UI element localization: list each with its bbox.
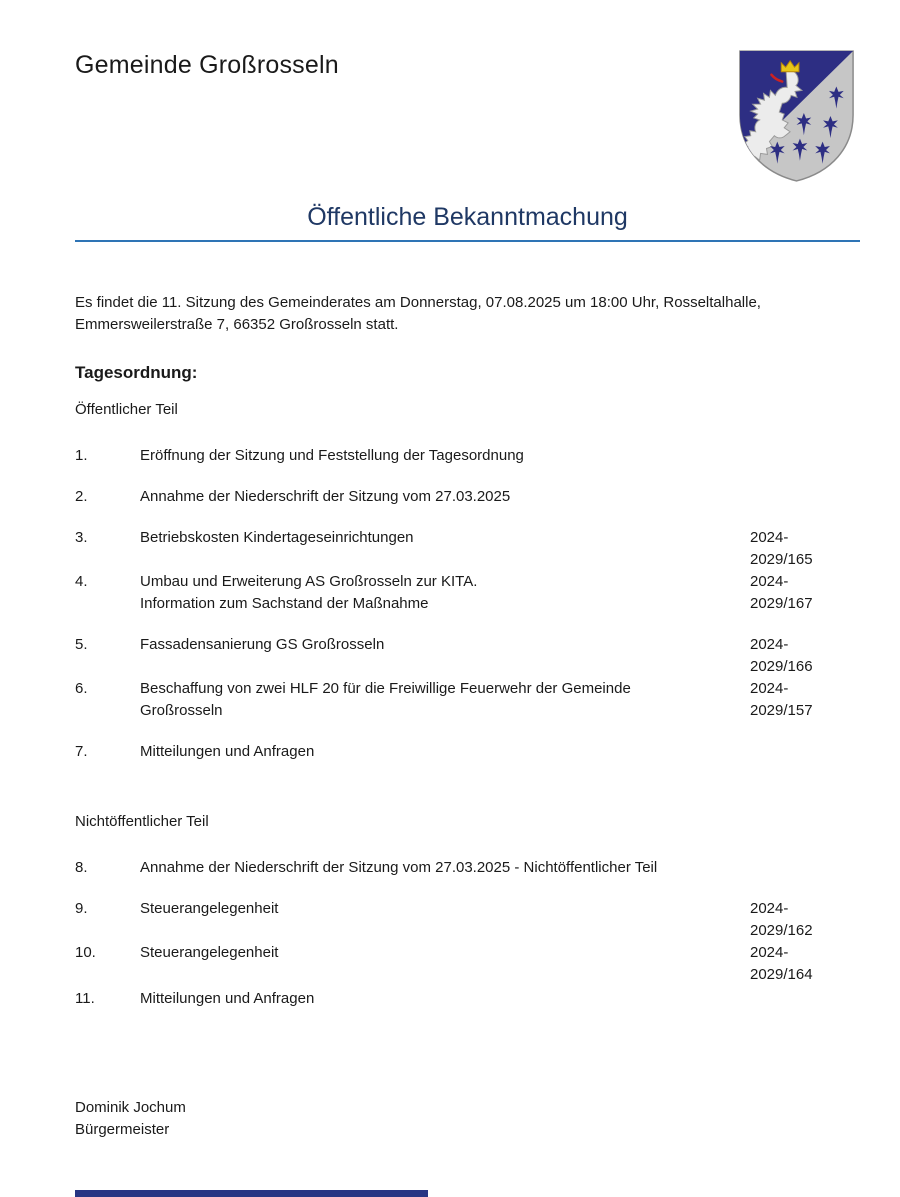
item-text: Großrosseln (140, 702, 223, 719)
page-title: Öffentliche Bekanntmachung (75, 200, 860, 242)
agenda-item-8 (75, 857, 860, 879)
agenda-item-11 (75, 988, 860, 1010)
item-number: 10. (75, 944, 96, 961)
signature-name: Dominik Jochum (75, 1099, 186, 1116)
agenda-heading: Tagesordnung: (75, 363, 198, 382)
agenda-item-10 (75, 942, 860, 986)
item-text: Fassadensanierung GS Großrosseln (140, 636, 385, 653)
agenda-item-6 (75, 678, 860, 722)
intro-paragraph (75, 292, 860, 336)
intro-line: Emmersweilerstraße 7, 66352 Großrosseln statt. (75, 316, 399, 333)
section-label-public: Öffentlicher Teil (75, 401, 178, 418)
item-text: Mitteilungen und Anfragen (140, 990, 315, 1007)
item-text: Information zum Sachstand der Maßnahme (140, 595, 429, 612)
item-number: 8. (75, 859, 88, 876)
item-text: Beschaffung von zwei HLF 20 für die Freiwillige Feuerwehr der Gemeinde (140, 680, 631, 697)
item-ref: 2024- 2029/157 (750, 680, 813, 719)
item-text: Steuerangelegenheit (140, 900, 279, 917)
item-ref: 2024- 2029/164 (750, 944, 813, 983)
agenda-item-3 (75, 527, 860, 571)
item-text: Steuerangelegenheit (140, 944, 279, 961)
footer-bar (75, 1190, 428, 1197)
intro-line: Es findet die 11. Sitzung des Gemeinderates am Donnerstag, 07.08.2025 um 18:00 Uhr, Rosseltalhalle, (75, 294, 761, 311)
agenda-item-1 (75, 445, 860, 467)
item-text: Eröffnung der Sitzung und Feststellung der Tagesordnung (140, 447, 524, 464)
item-ref: 2024- 2029/162 (750, 900, 813, 939)
item-text: Annahme der Niederschrift der Sitzung vom 27.03.2025 - Nichtöffentlicher Teil (140, 859, 658, 876)
item-text: Annahme der Niederschrift der Sitzung vom 27.03.2025 (140, 488, 511, 505)
item-number: 1. (75, 447, 88, 464)
item-ref: 2024- 2029/165 (750, 529, 813, 568)
item-text: Betriebskosten Kindertageseinrichtungen (140, 529, 414, 546)
item-number: 7. (75, 743, 88, 760)
agenda-item-7 (75, 741, 860, 763)
agenda-item-4 (75, 571, 860, 615)
agenda-item-5 (75, 634, 860, 678)
signature-block (75, 1097, 860, 1141)
item-ref: 2024- 2029/167 (750, 573, 813, 612)
org-name: Gemeinde Großrosseln (75, 51, 339, 79)
item-text: Mitteilungen und Anfragen (140, 743, 315, 760)
item-number: 3. (75, 529, 88, 546)
coat-of-arms-icon (735, 45, 858, 187)
item-number: 5. (75, 636, 88, 653)
item-ref: 2024- 2029/166 (750, 636, 813, 675)
item-number: 11. (75, 990, 95, 1007)
page-content (75, 0, 860, 1141)
item-number: 9. (75, 900, 88, 917)
signature-role: Bürgermeister (75, 1121, 170, 1138)
item-number: 2. (75, 488, 88, 505)
section-label-nonpublic: Nichtöffentlicher Teil (75, 813, 209, 830)
item-number: 4. (75, 573, 88, 590)
item-number: 6. (75, 680, 88, 697)
agenda-item-2 (75, 486, 860, 508)
agenda-item-9 (75, 898, 860, 942)
item-text: Umbau und Erweiterung AS Großrosseln zur KITA. (140, 573, 478, 590)
